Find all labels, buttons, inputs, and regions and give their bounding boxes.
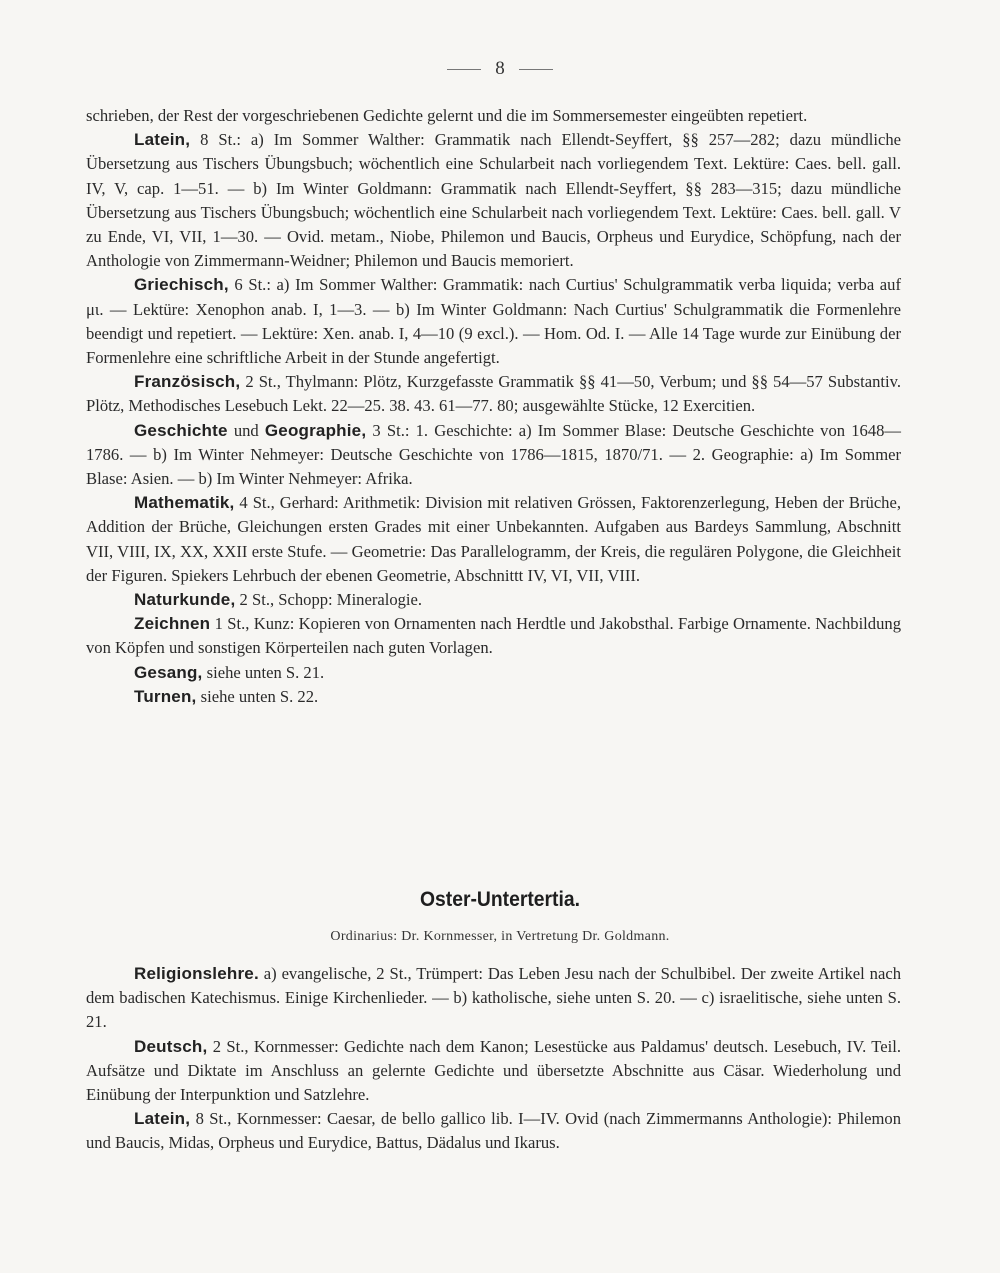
paragraph-deutsch: Deutsch, 2 St., Kornmesser: Gedichte nach dem Kanon; Lesestücke aus Paldamus' deutsch. Lesebuch, IV. Teil. Aufsätze und Diktate im Anschluss an gelernte Gedichte und übersetzte Abschnitte aus Cäsar. Wiederholung und Einübung der Interpunktion und Satzlehre.: [86, 1036, 901, 1105]
section-oster-untertertia: [86, 962, 901, 1156]
subject-religion: Religionslehre.: [134, 964, 259, 983]
paragraph-gesang: Gesang, siehe unten S. 21.: [134, 662, 325, 682]
subject-naturkunde: Naturkunde,: [134, 590, 236, 610]
subject-latein-2: Latein,: [134, 1109, 191, 1129]
paragraph-continuation: schrieben, der Rest der vorgeschriebenen Gedichte gelernt und die im Sommersemester eingeübten repetiert.: [86, 106, 808, 125]
paragraph-turnen: Turnen, siehe unten S. 22.: [134, 686, 319, 706]
subject-franzoesisch: Französisch,: [134, 372, 241, 392]
subject-zeichnen: Zeichnen: [134, 614, 211, 634]
section-heading: Oster-Untertertia.: [420, 888, 580, 911]
paragraph-zeichnen: Zeichnen 1 St., Kunz: Kopieren von Ornamenten nach Herdtle und Jakobsthal. Farbige Ornamente. Nachbildung von Köpfen und sonstigen Körperteilen nach guten Vorlagen.: [86, 614, 901, 658]
ordinarius-line: Ordinarius: Dr. Kornmesser, in Vertretung Dr. Goldmann.: [330, 929, 670, 944]
paragraph-griechisch: Griechisch, 6 St.: a) Im Sommer Walther: Grammatik: nach Curtius' Schulgrammatik verba liquida; verba auf μι. — Lektüre: Xenophon anab. I, 1—3. — b) Im Winter Goldmann: Nach Curtius' Schulgrammatik die Formenlehre beendigt und repetiert. — Lektüre: Xen. anab. I, 4—10 (9 excl.). — Hom. Od. I. — Alle 14 Tage wurde zur Einübung der Formenlehre eine schriftliche Arbeit in der Stunde angefertigt.: [86, 275, 901, 368]
subject-latein: Latein,: [134, 130, 191, 150]
paragraph-religion: Religionslehre. a) evangelische, 2 St., Trümpert: Das Leben Jesu nach der Schulbibel. Der zweite Artikel nach dem badischen Katechismus. Einige Kirchenlieder. — b) katholische, siehe unten S. 20. — c) israelitische, siehe unten S. 21.: [86, 964, 901, 1032]
paragraph-latein: Latein, 8 St.: a) Im Sommer Walther: Grammatik nach Ellendt-Seyffert, §§ 257—282; dazu mündliche Übersetzung aus Tischers Übungsbuch; wöchentlich eine Schularbeit nach vorliegendem Text. Lektüre: Caes. bell. gall. IV, V, cap. 1—51. — b) Im Winter Goldmann: Grammatik nach Ellendt-Seyffert, §§ 283—315; dazu mündliche Übersetzung aus Tischers Übungsbuch; wöchentlich eine Schularbeit nach vorliegendem Text. Lektüre: Caes. bell. gall. V zu Ende, VI, VII, 1—30. — Ovid. metam., Niobe, Philemon und Baucis, Orpheus und Eurydice, Schöpfung, nach der Anthologie von Zimmermann-Weidner; Philemon und Baucis memoriert.: [86, 130, 901, 271]
subject-geschichte: Geschichte: [134, 420, 228, 440]
page-number-dash-left: [447, 69, 481, 70]
subject-mathematik: Mathematik,: [134, 493, 235, 513]
paragraph-naturkunde: Naturkunde, 2 St., Schopp: Mineralogie.: [134, 590, 423, 610]
subject-geographie: Geographie,: [264, 420, 367, 440]
paragraph-franzoesisch: Französisch, 2 St., Thylmann: Plötz, Kurzgefasste Grammatik §§ 41—50, Verbum; und §§ 54—57 Substantiv. Plötz, Methodisches Lesebuch Lekt. 22—25. 38. 43. 61—77. 80; ausgewählte Stücke, 12 Exercitien.: [86, 372, 901, 416]
page-number-dash-right: [519, 69, 553, 70]
page-number: 8: [0, 58, 1000, 80]
subject-turnen: Turnen,: [134, 686, 197, 706]
paragraph-mathematik: Mathematik, 4 St., Gerhard: Arithmetik: Division mit relativen Grössen, Faktorenzerlegung, Heben der Brüche, Addition der Brüche, Gleichungen ersten Grades mit einer Unbekannten. Aufgaben aus Bardeys Sammlung, Abschnitt VII, VIII, IX, XX, XXII erste Stufe. — Geometrie: Das Parallelogramm, der Kreis, die regulären Polygone, die Gleichheit der Figuren. Spiekers Lehrbuch der ebenen Geometrie, Abschnittt IV, VI, VII, VIII.: [86, 493, 901, 585]
paragraph-latein-2: Latein, 8 St., Kornmesser: Caesar, de bello gallico lib. I—IV. Ovid (nach Zimmermanns Anthologie): Philemon und Baucis, Midas, Orpheus und Eurydice, Battus, Dädalus und Ikarus.: [86, 1109, 901, 1153]
paragraph-geschichte: Geschichte und Geographie, 3 St.: 1. Geschichte: a) Im Sommer Blase: Deutsche Geschichte von 1648—1786. — b) Im Winter Nehmeyer: Deutsche Geschichte von 1786—1815, 1870/71. — 2. Geographie: a) Im Sommer Blase: Asien. — b) Im Winter Nehmeyer: Afrika.: [86, 420, 902, 489]
section-untertertia-continued: [86, 104, 901, 709]
subject-griechisch: Griechisch,: [134, 275, 229, 295]
subject-gesang: Gesang,: [134, 662, 203, 682]
subject-deutsch: Deutsch,: [134, 1036, 208, 1056]
